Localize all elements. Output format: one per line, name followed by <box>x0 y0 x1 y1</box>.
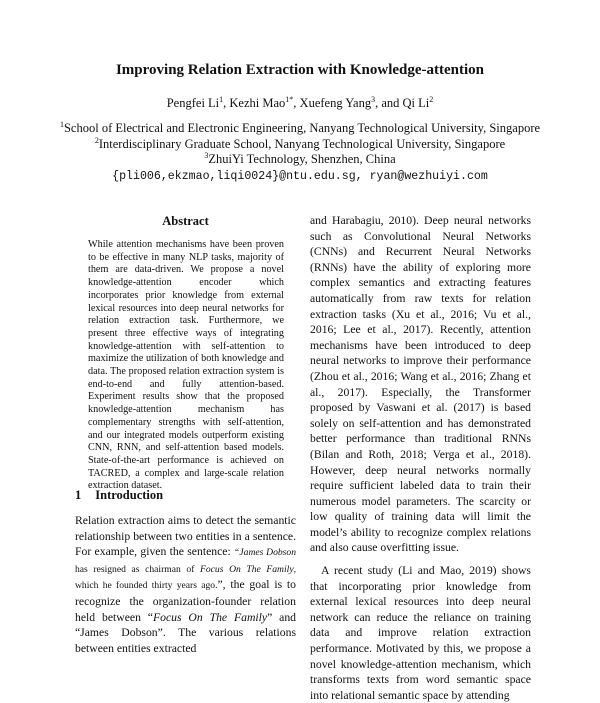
author-affiliation-mark: 1 <box>219 95 224 104</box>
affiliation-block <box>0 121 600 184</box>
section-heading <box>75 488 296 503</box>
affiliation-text: School of Electrical and Electronic Engineering, Nanyang Technological University, Singapore <box>63 121 541 135</box>
section-title: Introduction <box>95 488 164 502</box>
paper-title: Improving Relation Extraction with Knowledge-attention <box>115 62 485 78</box>
intro-text: ” and “James Dobson”. The various relations between entities extracted <box>75 610 297 655</box>
abstract-text: While attention mechanisms have been proven to be effective in many NLP tasks, majority of them are data-driven. We propose a novel knowledge-attention encoder which incorporates prior knowledge from external lexical resources into deep neural networks for relation extraction task. Furthermore, we present three effective ways of integrating knowledge-attention with self-attention to maximize the utilization of both knowledge and data. The proposed relation extraction system is end-to-end and fully attention-based. Experiment results show that the proposed knowledge-attention mechanism has complementary strengths with self-attention, and our integrated models outperform existing CNN, RNN, and self-attention based models. State-of-the-art performance is achieved on TACRED, a complex and large-scale relation extraction dataset. <box>88 239 284 492</box>
introduction-paragraph <box>75 513 296 656</box>
author-affiliation-mark: 1* <box>285 95 294 104</box>
author-list <box>0 96 600 111</box>
affiliation-mark: 3 <box>204 151 209 160</box>
author-separator: , <box>293 96 300 110</box>
intro-text: Relation extraction aims to detect the semantic relationship between two entities in a sentence. For example, given the sentence: <box>75 514 296 559</box>
affiliation-line <box>0 137 600 153</box>
intro-quote-text: has resigned as chairman of <box>75 563 201 575</box>
affiliation-line <box>0 152 600 168</box>
section-number: 1 <box>75 488 82 502</box>
intro-quote-entity: “James Dobson <box>234 547 296 559</box>
intro-quote-entity: Focus On The Family <box>200 563 294 575</box>
author-name: Xuefeng Yang <box>299 96 372 110</box>
author-emails: {pli006,ekzmao,liqi0024}@ntu.edu.sg, ryan@wezhuiyi.com <box>112 169 488 183</box>
right-column-text <box>310 213 531 703</box>
author-name: Pengfei Li <box>166 96 220 110</box>
body-paragraph: and Harabagiu, 2010). Deep neural networks such as Convolutional Neural Networks (CNNs) and Recurrent Neural Networks (RNNs) have the ability of exploring more complex semantics and extracting features automatically from raw texts for relation extraction tasks (Xu et al., 2016; Vu et al., 2016; Lee et al., 2017). Recently, attention mechanisms have been introduced to deep neural networks to improve their performance (Zhou et al., 2016; Wang et al., 2016; Zhang et al., 2017). Especially, the Transformer proposed by Vaswani et al. (2017) is based solely on self-attention and has demonstrated better performance than traditional RNNs (Bilan and Roth, 2018; Verga et al., 2018). However, deep neural networks normally require sufficient labeled data to train their numerous model parameters. The scarcity or low quality of training data will limit the model’s ability to recognize complex relations and also cause overfitting issue. <box>310 214 531 555</box>
author-separator: , and <box>375 96 403 110</box>
affiliation-mark: 1 <box>59 120 64 129</box>
body-paragraph: A recent study (Li and Mao, 2019) shows that incorporating prior knowledge from external lexical resources into deep neural network can reduce the reliance on training data and improve relation extraction performance. Motivated by this, we propose a novel knowledge-attention mechanism, which transforms texts from word semantic space into relational semantic space by attending <box>310 564 531 702</box>
affiliation-line <box>0 121 600 137</box>
intro-quote-text: , which he founded thirty years ago. <box>75 563 296 592</box>
author-affiliation-mark: 2 <box>429 95 434 104</box>
intro-entity: Focus On The Family <box>152 610 268 624</box>
abstract-heading: Abstract <box>162 214 209 228</box>
affiliation-mark: 2 <box>94 135 99 145</box>
author-affiliation-mark: 3 <box>371 95 376 104</box>
author-name: Kezhi Mao <box>229 96 286 110</box>
affiliation-text: Interdisciplinary Graduate School, Nanyang Technological University, Singapore <box>98 136 506 151</box>
intro-text: ”, the goal is to recognize the organization-founder relation held between “ <box>75 578 296 624</box>
affiliation-text: ZhuiYi Technology, Shenzhen, China <box>208 152 396 166</box>
author-name: Qi Li <box>402 96 430 110</box>
author-separator: , <box>223 96 230 110</box>
